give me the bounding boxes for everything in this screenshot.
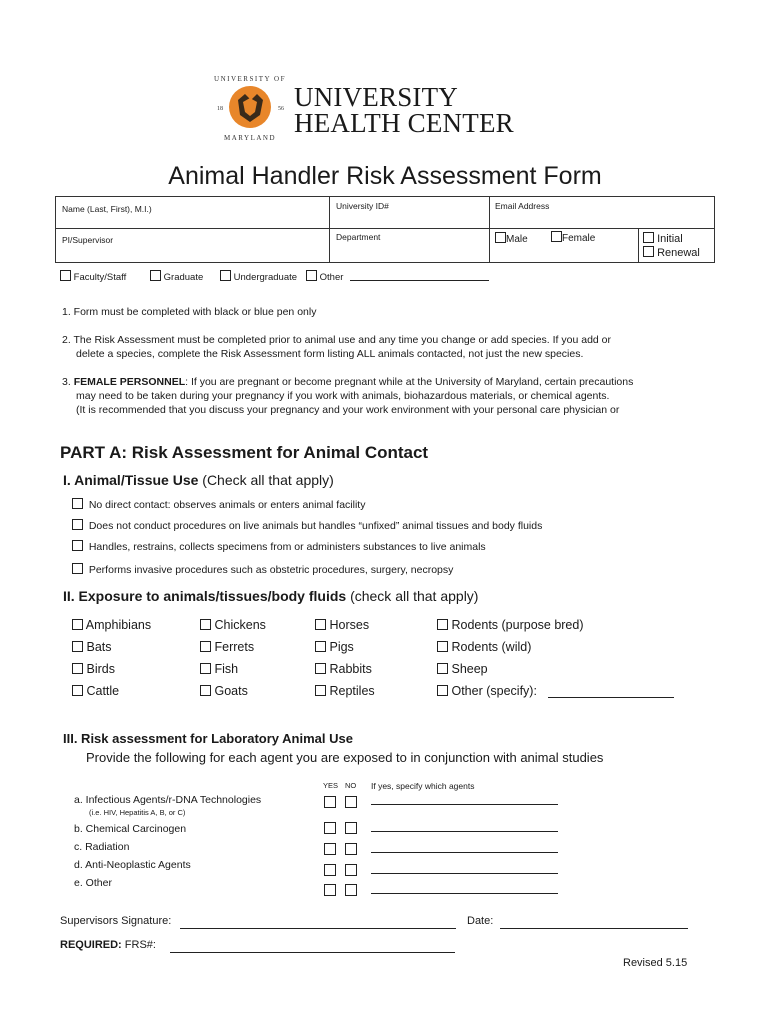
- no-header: NO: [345, 781, 357, 790]
- role-other[interactable]: [306, 270, 343, 283]
- agent-a-yes-checkbox[interactable]: [324, 796, 336, 808]
- animal-option[interactable]: [200, 684, 248, 698]
- animal-option[interactable]: [437, 684, 537, 698]
- animal-option[interactable]: [200, 618, 266, 632]
- animal-checkbox[interactable]: [72, 663, 83, 674]
- specify-header: If yes, specify which agents: [371, 781, 475, 791]
- option-checkbox[interactable]: [72, 563, 83, 574]
- animal-checkbox[interactable]: [315, 685, 326, 696]
- agent-b-no-checkbox[interactable]: [345, 822, 357, 834]
- animal-label: Reptiles: [329, 684, 375, 698]
- tissue-use-option[interactable]: [72, 498, 365, 512]
- svg-text:UNIVERSITY OF: UNIVERSITY OF: [214, 75, 286, 83]
- agent-e-no-checkbox[interactable]: [345, 884, 357, 896]
- instruction-2-line1: 2. The Risk Assessment must be completed prior to animal use and any time you change or add species. If you add or: [62, 334, 612, 346]
- animal-option[interactable]: [437, 640, 531, 654]
- male-option[interactable]: [495, 232, 528, 245]
- agent-label-c: c. Radiation: [74, 841, 130, 853]
- agent-e-yes-checkbox[interactable]: [324, 884, 336, 896]
- animal-checkbox[interactable]: [437, 641, 448, 652]
- frs-label: FRS#:: [121, 939, 156, 951]
- agent-label-a: a. Infectious Agents/r-DNA Technologies: [74, 794, 262, 806]
- tissue-use-option[interactable]: [72, 519, 542, 533]
- animal-label: Rodents (purpose bred): [451, 618, 584, 632]
- supervisor-signature-line[interactable]: [180, 928, 456, 929]
- svg-text:MARYLAND: MARYLAND: [223, 134, 277, 142]
- animal-option[interactable]: [315, 618, 369, 632]
- animal-checkbox[interactable]: [72, 641, 83, 652]
- animal-label: Chickens: [214, 618, 266, 632]
- initial-checkbox[interactable]: [643, 232, 654, 243]
- section-2-title-bold: II. Exposure to animals/tissues/body fluids: [63, 588, 347, 604]
- animal-label: Fish: [214, 662, 239, 676]
- graduate-label: Graduate: [163, 272, 204, 283]
- female-label: Female: [562, 233, 596, 244]
- undergraduate-checkbox[interactable]: [220, 270, 231, 281]
- required-label: REQUIRED:: [60, 939, 122, 951]
- instruction-3-line1: [62, 375, 633, 389]
- animal-option[interactable]: [200, 640, 254, 654]
- initial-option[interactable]: [643, 232, 683, 245]
- instruction-3-text: : If you are pregnant or become pregnant while at the University of Maryland, certain precautions: [185, 376, 634, 388]
- department-field[interactable]: Department: [336, 232, 381, 242]
- agent-d-yes-checkbox[interactable]: [324, 864, 336, 876]
- animal-option[interactable]: [315, 640, 354, 654]
- animal-label: Amphibians: [85, 618, 152, 632]
- animal-option[interactable]: [72, 662, 115, 676]
- faculty-label: Faculty/Staff: [73, 272, 127, 283]
- animal-checkbox[interactable]: [315, 641, 326, 652]
- section-3-title: III. Risk assessment for Laboratory Animal Use: [63, 731, 353, 746]
- agent-d-no-checkbox[interactable]: [345, 864, 357, 876]
- agent-b-yes-checkbox[interactable]: [324, 822, 336, 834]
- agent-a-note: (i.e. HIV, Hepatitis A, B, or C): [89, 808, 186, 817]
- animal-label: Bats: [86, 640, 112, 654]
- animal-label: Rodents (wild): [451, 640, 532, 654]
- other-role-label: Other: [319, 272, 344, 283]
- health-center-line1: UNIVERSITY: [294, 82, 458, 112]
- agent-b-specify-line[interactable]: [371, 831, 558, 832]
- yes-header: YES: [323, 781, 339, 790]
- part-a-heading: PART A: Risk Assessment for Animal Contact: [60, 443, 429, 462]
- health-center-line2: HEALTH CENTER: [294, 108, 514, 138]
- section-2-title-rest: (check all that apply): [346, 588, 479, 604]
- option-label: Performs invasive procedures such as obstetric procedures, surgery, necropsy: [88, 564, 454, 576]
- animal-checkbox[interactable]: [200, 663, 211, 674]
- animal-checkbox[interactable]: [437, 619, 448, 630]
- animal-label: Sheep: [451, 662, 488, 676]
- animal-label: Cattle: [86, 684, 120, 698]
- animal-option[interactable]: [200, 662, 238, 676]
- animal-option[interactable]: [72, 684, 119, 698]
- animal-checkbox[interactable]: [72, 619, 83, 630]
- female-checkbox[interactable]: [551, 231, 562, 242]
- animal-label: Goats: [214, 684, 248, 698]
- section-2-title: [63, 588, 478, 604]
- animal-label: Pigs: [329, 640, 354, 654]
- svg-text:18: 18: [217, 106, 223, 112]
- instruction-3-line3: (It is recommended that you discuss your pregnancy and your work environment with your personal care physician or: [76, 404, 620, 416]
- name-field[interactable]: Name (Last, First), M.I.): [62, 204, 152, 214]
- svg-text:56: 56: [278, 106, 284, 112]
- animal-checkbox[interactable]: [200, 685, 211, 696]
- animal-label: Rabbits: [329, 662, 372, 676]
- animal-checkbox[interactable]: [315, 663, 326, 674]
- animal-checkbox[interactable]: [315, 619, 326, 630]
- agent-c-yes-checkbox[interactable]: [324, 843, 336, 855]
- agent-label-b: b. Chemical Carcinogen: [74, 823, 187, 835]
- animal-label: Horses: [329, 618, 370, 632]
- agent-d-specify-line[interactable]: [371, 873, 558, 874]
- agent-c-specify-line[interactable]: [371, 852, 558, 853]
- renewal-checkbox[interactable]: [643, 246, 654, 257]
- pi-supervisor-field[interactable]: PI/Supervisor: [62, 235, 114, 245]
- animal-option[interactable]: [72, 640, 112, 654]
- tissue-use-option[interactable]: [72, 563, 453, 577]
- agent-a-specify-line[interactable]: [371, 804, 558, 805]
- university-id-field[interactable]: University ID#: [336, 201, 389, 211]
- animal-label: Birds: [86, 662, 115, 676]
- instruction-3-number: 3.: [62, 376, 71, 388]
- animal-option[interactable]: [315, 662, 372, 676]
- animal-option[interactable]: [437, 662, 488, 676]
- university-seal: [208, 70, 292, 144]
- section-1-title: [63, 472, 334, 488]
- animal-checkbox[interactable]: [200, 619, 211, 630]
- tissue-use-option[interactable]: [72, 540, 486, 554]
- female-option[interactable]: [551, 231, 595, 244]
- undergraduate-label: Undergraduate: [233, 272, 298, 283]
- option-label: Handles, restrains, collects specimens from or administers substances to live animals: [88, 541, 486, 553]
- role-undergraduate[interactable]: [220, 270, 297, 283]
- option-label: No direct contact: observes animals or enters animal facility: [88, 499, 366, 511]
- female-personnel-label: FEMALE PERSONNEL: [73, 376, 186, 388]
- animal-checkbox[interactable]: [72, 685, 83, 696]
- animal-option[interactable]: [315, 684, 375, 698]
- agent-e-specify-line[interactable]: [371, 893, 558, 894]
- revised-note: Revised 5.15: [623, 957, 688, 969]
- agent-c-no-checkbox[interactable]: [345, 843, 357, 855]
- animal-checkbox[interactable]: [200, 641, 211, 652]
- option-checkbox[interactable]: [72, 498, 83, 509]
- renewal-option[interactable]: [643, 246, 700, 259]
- agent-label-d: d. Anti-Neoplastic Agents: [74, 859, 191, 871]
- instruction-2-line2: delete a species, complete the Risk Assessment form listing ALL animals contacted, not just the new species.: [76, 348, 584, 360]
- animal-label: Ferrets: [214, 640, 255, 654]
- role-graduate[interactable]: [150, 270, 203, 283]
- option-checkbox[interactable]: [72, 540, 83, 551]
- renewal-label: Renewal: [657, 247, 700, 259]
- animal-checkbox[interactable]: [437, 663, 448, 674]
- agent-label-e: e. Other: [74, 877, 112, 889]
- section-3-subtitle: Provide the following for each agent you are exposed to in conjunction with animal studies: [86, 750, 604, 765]
- graduate-checkbox[interactable]: [150, 270, 161, 281]
- date-label: Date:: [467, 915, 494, 927]
- date-line[interactable]: [500, 928, 688, 929]
- male-checkbox[interactable]: [495, 232, 506, 243]
- section-1-title-rest: (Check all that apply): [198, 472, 334, 488]
- form-title: Animal Handler Risk Assessment Form: [168, 162, 602, 190]
- instruction-3-line2: may need to be taken during your pregnancy if you work with animals, biohazardous materials, or chemical agents.: [76, 390, 610, 402]
- option-label: Does not conduct procedures on live animals but handles “unfixed” animal tissues and body fluids: [88, 520, 543, 532]
- agent-a-no-checkbox[interactable]: [345, 796, 357, 808]
- male-label: Male: [506, 234, 528, 245]
- role-faculty[interactable]: [60, 270, 126, 283]
- faculty-checkbox[interactable]: [60, 270, 71, 281]
- instruction-1: 1. Form must be completed with black or blue pen only: [62, 306, 317, 318]
- other-role-checkbox[interactable]: [306, 270, 317, 281]
- email-field[interactable]: Email Address: [495, 201, 550, 211]
- supervisor-signature-label: Supervisors Signature:: [60, 915, 172, 927]
- section-1-title-bold: I. Animal/Tissue Use: [63, 472, 199, 488]
- frs-line[interactable]: [170, 952, 455, 953]
- animal-label: Other (specify):: [451, 684, 537, 698]
- other-animal-line[interactable]: [548, 697, 674, 698]
- animal-option[interactable]: [437, 618, 584, 632]
- option-checkbox[interactable]: [72, 519, 83, 530]
- frs-row: [60, 939, 156, 951]
- animal-checkbox[interactable]: [437, 685, 448, 696]
- initial-label: Initial: [657, 233, 683, 245]
- other-role-line[interactable]: [350, 280, 489, 281]
- animal-option[interactable]: [72, 618, 151, 632]
- info-table: [55, 196, 715, 263]
